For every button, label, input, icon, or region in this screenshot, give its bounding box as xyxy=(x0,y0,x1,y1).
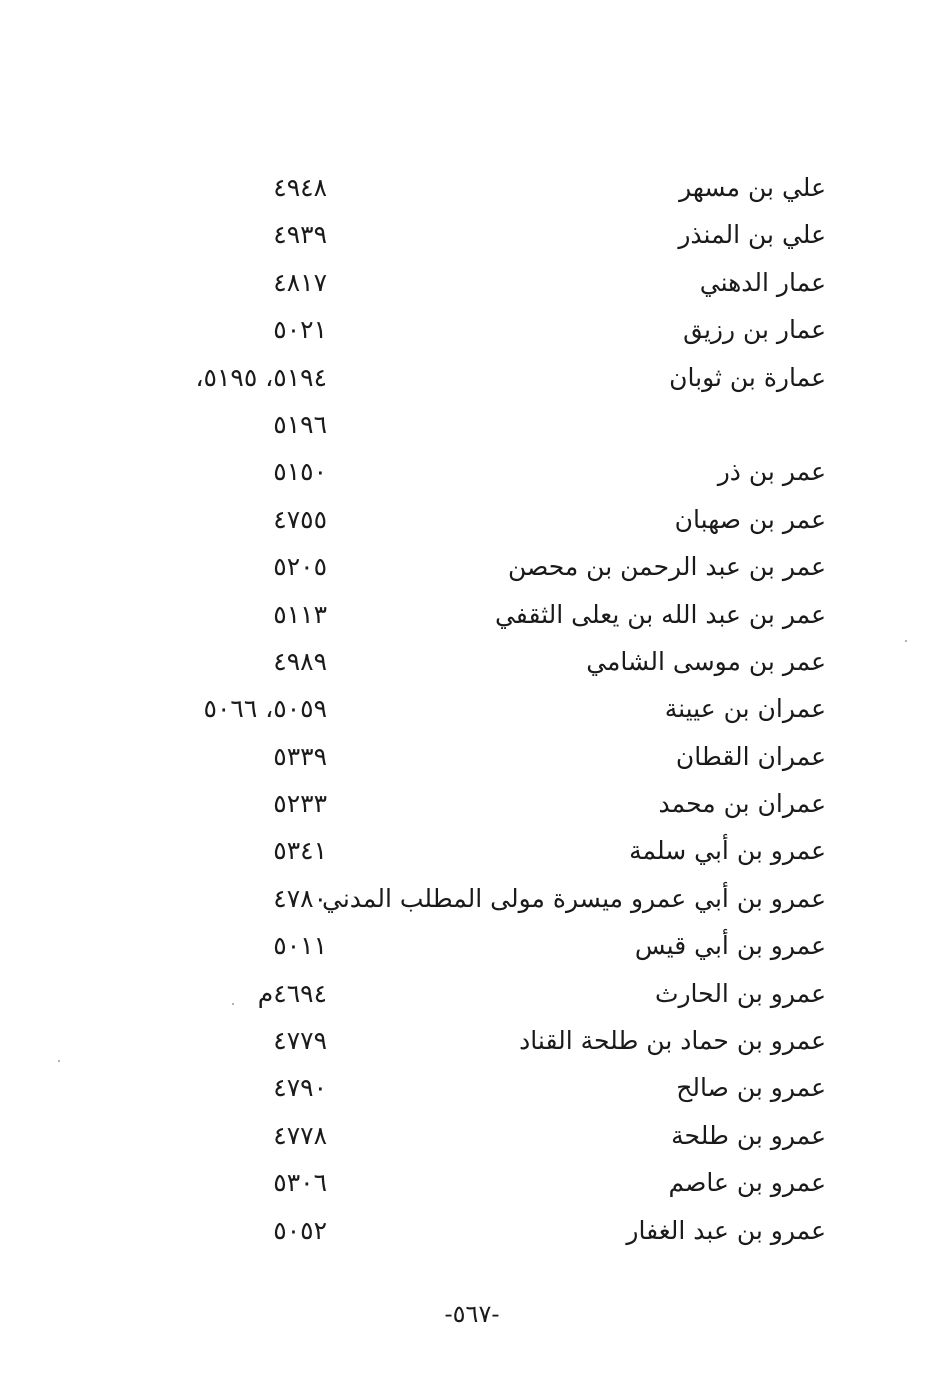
entry-name: عمران بن محمد xyxy=(658,789,826,819)
index-entry xyxy=(0,734,944,781)
entry-refs: ٥١١٣ xyxy=(273,599,327,629)
entry-refs: ٥٢٠٥ xyxy=(273,552,327,582)
entry-refs: ٥٢٣٣ xyxy=(273,789,327,819)
index-entry xyxy=(0,686,944,733)
entry-name: عمرو بن طلحة xyxy=(671,1120,826,1150)
index-entry xyxy=(0,1113,944,1160)
entry-name: عمرو بن عبد الغفار xyxy=(626,1215,826,1245)
entry-refs: ٤٧٩٠ xyxy=(273,1073,327,1103)
entry-refs: ٤٧٨٠ xyxy=(273,883,327,913)
index-entry xyxy=(0,1065,944,1112)
entry-refs: ٥٠١١ xyxy=(273,931,327,961)
entry-refs: ٤٩٨٩ xyxy=(273,646,327,676)
entry-refs: ٥٠٥٢ xyxy=(273,1215,327,1245)
entry-name: عمرو بن الحارث xyxy=(654,978,826,1008)
entry-refs: ٤٩٤٨ xyxy=(273,173,327,202)
entry-refs: ٥١٩٤، ٥١٩٥، xyxy=(195,362,327,392)
index-entry xyxy=(0,355,944,402)
entry-refs: ٤٧٥٥ xyxy=(273,504,327,534)
entry-name: عمرو بن أبي سلمة xyxy=(629,836,826,866)
index-entry xyxy=(0,165,944,212)
index-entry xyxy=(0,544,944,591)
entry-refs: ٥١٥٠ xyxy=(273,457,327,487)
index-entry-continuation xyxy=(0,402,944,449)
index-entries xyxy=(0,165,944,1255)
index-entry xyxy=(0,307,944,354)
entry-name: عمرو بن حماد بن طلحة القناد xyxy=(519,1026,826,1056)
entry-refs: ٥٣٠٦ xyxy=(273,1168,327,1198)
entry-refs: ٤٦٩٤م xyxy=(257,978,327,1008)
index-entry xyxy=(0,781,944,828)
index-entry xyxy=(0,260,944,307)
entry-name: عمرو بن أبي عمرو ميسرة مولى المطلب المدني xyxy=(321,883,826,913)
index-entry xyxy=(0,212,944,259)
index-entry xyxy=(0,923,944,970)
entry-refs: ٥٣٣٩ xyxy=(273,741,327,771)
scan-speck xyxy=(58,1060,60,1062)
entry-name: عمر بن صهبان xyxy=(674,504,826,534)
entry-name: عمر بن عبد الله بن يعلى الثقفي xyxy=(494,599,826,629)
entry-refs: ٤٧٧٨ xyxy=(273,1120,327,1150)
index-entry xyxy=(0,971,944,1018)
entry-name: عمر بن ذر xyxy=(717,457,826,487)
entry-name: عمرو بن أبي قيس xyxy=(634,931,826,961)
entry-name: عمر بن موسى الشامي xyxy=(586,646,826,676)
index-entry xyxy=(0,592,944,639)
entry-refs: ٥١٩٦ xyxy=(273,409,327,439)
entry-name: عمران بن عيينة xyxy=(664,694,826,724)
index-entry xyxy=(0,876,944,923)
entry-refs: ٤٩٣٩ xyxy=(273,220,327,250)
scan-speck xyxy=(905,640,907,642)
entry-refs: ٤٨١٧ xyxy=(273,267,327,297)
entry-name: عمر بن عبد الرحمن بن محصن xyxy=(508,552,826,582)
entry-name: علي بن المنذر xyxy=(678,220,826,250)
entry-name: علي بن مسهر xyxy=(679,173,826,202)
entry-refs: ٥٣٤١ xyxy=(273,836,327,866)
index-entry xyxy=(0,828,944,875)
index-entry xyxy=(0,449,944,496)
index-entry xyxy=(0,1018,944,1065)
scan-speck xyxy=(232,1003,234,1005)
entry-name: عمرو بن صالح xyxy=(676,1073,826,1103)
entry-refs: ٥٠٢١ xyxy=(273,315,327,345)
index-entry xyxy=(0,1208,944,1255)
index-entry xyxy=(0,639,944,686)
entry-name: عمران القطان xyxy=(675,741,826,771)
entry-name: عمار بن رزيق xyxy=(683,315,826,345)
index-entry xyxy=(0,497,944,544)
index-entry xyxy=(0,1160,944,1207)
entry-name: عمارة بن ثوبان xyxy=(669,362,826,392)
page-number: -٥٦٧- xyxy=(444,1300,500,1328)
entry-refs: ٤٧٧٩ xyxy=(273,1026,327,1056)
entry-name: عمار الدهني xyxy=(699,267,826,297)
entry-refs: ٥٠٥٩، ٥٠٦٦ xyxy=(203,694,327,724)
entry-name: عمرو بن عاصم xyxy=(668,1168,826,1198)
